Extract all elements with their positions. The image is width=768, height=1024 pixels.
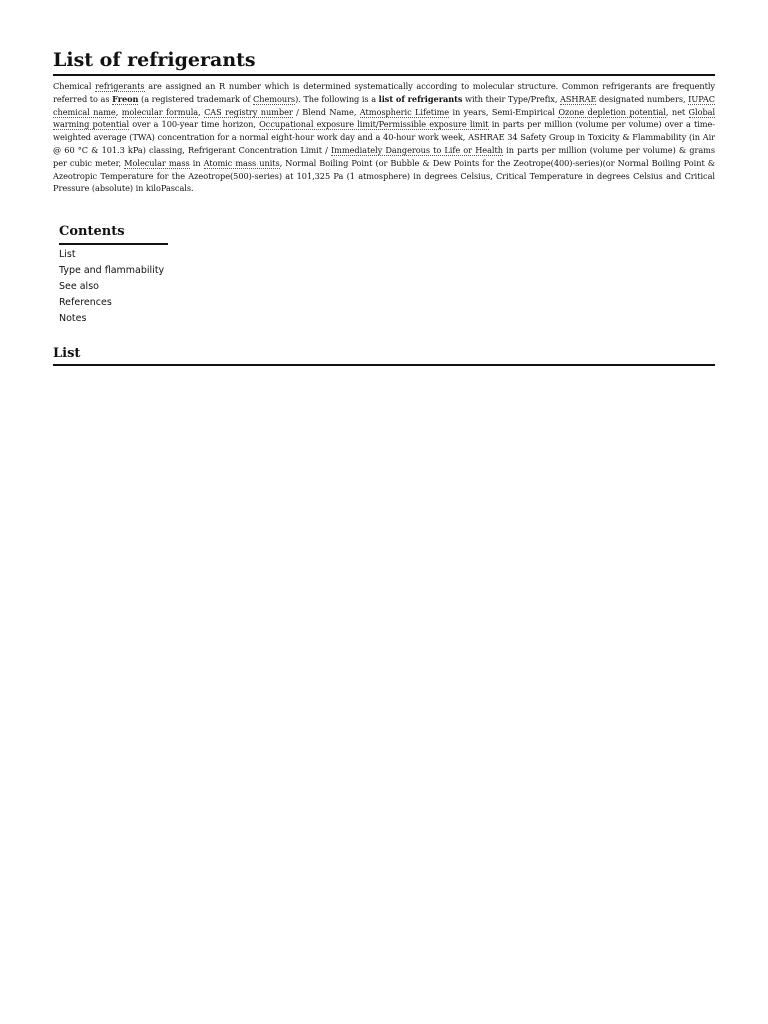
intro-text: Chemical xyxy=(53,81,96,91)
toc-item-list[interactable]: List xyxy=(59,249,76,260)
contents-list xyxy=(59,247,168,327)
link-atomic-mass-units[interactable]: Atomic mass units xyxy=(203,157,280,168)
intro-text: designated numbers, xyxy=(596,93,689,104)
intro-text: (a registered trademark of xyxy=(138,93,254,104)
intro-text: , net xyxy=(665,106,689,117)
toc-item-notes[interactable]: Notes xyxy=(59,313,87,324)
toc-item-see-also[interactable]: See also xyxy=(59,281,99,292)
toc-item-references[interactable]: References xyxy=(59,297,112,308)
intro-paragraph xyxy=(53,80,715,195)
page-title: List of refrigerants xyxy=(53,48,715,76)
link-iupac-chemical-name[interactable]: IUPAC chemical name xyxy=(53,93,715,117)
toc-item-type-and-flammability[interactable]: Type and flammability xyxy=(59,265,165,276)
intro-text: / Blend Name, xyxy=(292,106,360,117)
intro-text: in parts per million (volume per volume) & grams per cubic meter, xyxy=(53,144,716,168)
link-cas-registry-number[interactable]: CAS registry number xyxy=(204,106,293,117)
table-of-contents xyxy=(59,223,168,327)
intro-text: with their Type/Prefix, xyxy=(462,93,561,104)
intro-text: , Normal Boiling Point (or Bubble & Dew Points for the Zeotrope(400)-series)(or Normal Boiling Point & Azeotropic Temperature for the Azeotrope(500)-series) at 101,325 Pa (1 atmosphere) in degrees Celsius, Critical Temperature in degrees Celsius and Critical Pressure (absolute) in kiloPascals. xyxy=(53,157,715,194)
intro-text: , xyxy=(198,106,205,117)
link-global-warming-potential[interactable]: Global warming potential xyxy=(53,106,716,130)
bold-list-of-refrigerants: list of refrigerants xyxy=(378,93,463,104)
intro-text: in xyxy=(189,157,204,168)
link-ozone-depletion-potential[interactable]: Ozone depletion potential xyxy=(558,106,666,117)
link-atmospheric-lifetime[interactable]: Atmospheric Lifetime xyxy=(359,106,450,117)
link-freon-label: Freon xyxy=(112,93,139,104)
link-molecular-formula[interactable]: molecular formula xyxy=(121,106,199,117)
link-idlh[interactable]: Immediately Dangerous to Life or Health xyxy=(330,144,503,155)
link-refrigerants[interactable]: refrigerants xyxy=(95,81,145,91)
article xyxy=(53,48,716,361)
intro-text: , xyxy=(115,106,122,117)
link-ashrae[interactable]: ASHRAE xyxy=(560,93,597,104)
intro-text: are assigned an R number which is determined systematically according to molecular structure. Common refrigerants are frequently referred to as xyxy=(53,81,715,104)
link-chemours[interactable]: Chemours xyxy=(253,93,296,104)
intro-text: in years, Semi-Empirical xyxy=(449,106,559,117)
intro-text: over a 100-year time horizon, xyxy=(129,119,260,130)
intro-text: in parts per million (volume per volume) over a time-weighted average (TWA) concentration for a normal eight-hour work day and a 40-hour work week, ASHRAE 34 Safety Group in Toxicity & Flammability (in Air @ 60 °C & 101.3 kPa) classing, Refrigerant Concentration Limit / xyxy=(53,119,715,155)
contents-heading: Contents xyxy=(59,223,168,245)
section-list xyxy=(53,345,715,366)
intro-text: ). The following is a xyxy=(295,93,379,104)
link-occupational-exposure-limit[interactable]: Occupational exposure limit/Permissible exposure limit xyxy=(259,119,489,130)
section-heading-list: List xyxy=(53,345,715,366)
link-freon[interactable] xyxy=(112,94,138,105)
link-molecular-mass[interactable]: Molecular mass xyxy=(124,157,190,168)
